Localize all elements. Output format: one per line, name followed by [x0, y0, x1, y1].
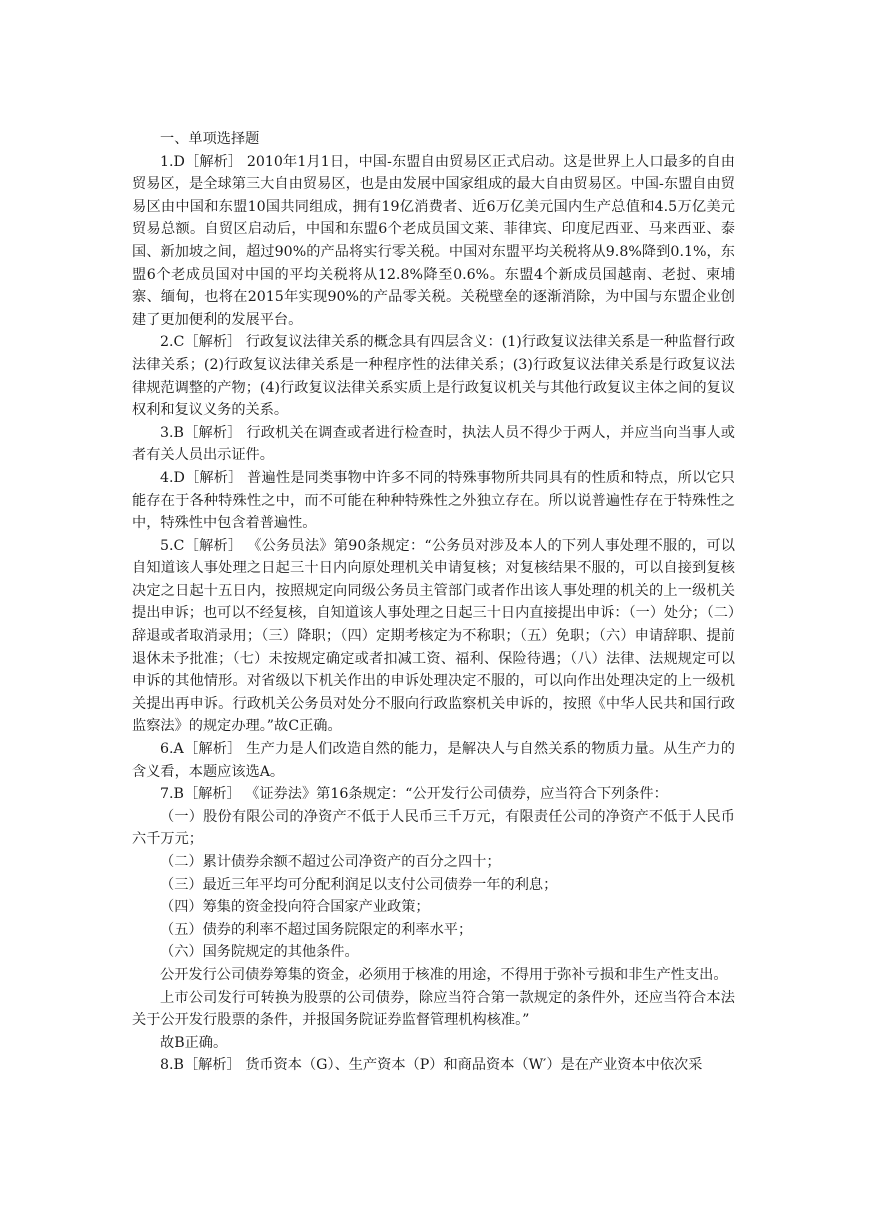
bond-funds-paragraph: 公开发行公司债券筹集的资金，必须用于核准的用途，不得用于弥补亏损和非生产性支出。: [160, 966, 728, 983]
answer-1: 1.D［解析］ 2010年1月1日，中国-东盟自由贸易区正式启动。这是世界上人口最多的自由贸易区，是全球第三大自由贸易区，也是由发展中国家组成的最大自由贸易区。中国-东盟自由贸易区由中国和东盟10国共同组成，拥有19亿消费者、近6万亿美元国内生产总值和4.5万亿美元贸易总额。自贸区启动后，中国和东盟6个老成员国文莱、菲律宾、印度尼西亚、马来西亚、泰国、新加坡之间，超过90%的产品将实行零关税。中国对东盟平均关税将从9.8%降到0.1%，东盟6个老成员国对中国的平均关税将从12.8%降至0.6%。东盟4个新成员国越南、老挝、柬埔寨、缅甸，也将在2015年实现90%的产品零关税。关税壁垒的逐渐消除，为中国与东盟企业创建了更加便利的发展平台。: [132, 153, 735, 328]
condition-item: （三）最近三年平均可分配利润足以支付公司债券一年的利息；: [160, 876, 558, 893]
answer-5: 5.C［解析］ 《公务员法》第90条规定：“公务员对涉及本人的下列人事处理不服的，可以自知道该人事处理之日起三十日内向原处理机关申请复核；对复核结果不服的，可以自接到复核决定之日起十五日内，按照规定向同级公务员主管部门或者作出该人事处理的机关的上一级机关提出申诉；也可以不经复核，自知道该人事处理之日起三十日内直接提出申诉：（一）处分；（二）辞退或者取消录用；（三）降职；（四）定期考核定为不称职；（五）免职；（六）申请辞职、提前退休未予批准；（七）未按规定确定或者扣减工资、福利、保险待遇；（八）法律、法规规定可以申诉的其他情形。对省级以下机关作出的申诉处理决定不服的，可以向作出处理决定的上一级机关提出再申诉。行政机关公务员对处分不服向行政监察机关申诉的，按照《中华人民共和国行政监察法》的规定办理。”故C正确。: [132, 537, 735, 735]
answer-7-conclusion: 故B正确。: [160, 1034, 228, 1051]
document-page: [132, 128, 735, 1077]
answer-3: 3.B［解析］ 行政机关在调查或者进行检查时，执法人员不得少于两人，并应当向当事人或者有关人员出示证件。: [132, 424, 735, 464]
condition-item: （二）累计债券余额不超过公司净资产的百分之四十；: [160, 854, 501, 870]
section-title: 一、单项选择题: [160, 131, 260, 147]
condition-item: （五）债券的利率不超过国务院限定的利率水平；: [160, 921, 473, 938]
condition-item: （一）股份有限公司的净资产不低于人民币三千万元，有限责任公司的净资产不低于人民币六千万元；: [132, 808, 735, 848]
answer-6: 6.A［解析］ 生产力是人们改造自然的能力，是解决人与自然关系的物质力量。从生产力的含义看，本题应该选A。: [132, 741, 735, 780]
answer-7: 7.B［解析］ 《证券法》第16条规定：“公开发行公司债券，应当符合下列条件：: [160, 786, 668, 803]
answer-8: 8.B［解析］ 货币资本（G）、生产资本（P）和商品资本（W′）是在产业资本中依次采: [160, 1057, 703, 1074]
condition-item: （四）筹集的资金投向符合国家产业政策；: [160, 899, 430, 916]
answer-4: 4.D［解析］ 普遍性是同类事物中许多不同的特殊事物所共同具有的性质和特点，所以它只能存在于各种特殊性之中，而不可能在种种特殊性之外独立存在。所以说普遍性存在于特殊性之中，特殊性中包含着普遍性。: [132, 469, 735, 532]
convertible-bond-paragraph: 上市公司发行可转换为股票的公司债券，除应当符合第一款规定的条件外，还应当符合本法关于公开发行股票的条件，并报国务院证券监督管理机构核准。”: [132, 989, 735, 1029]
condition-item: （六）国务院规定的其他条件。: [160, 944, 359, 961]
answer-2: 2.C［解析］ 行政复议法律关系的概念具有四层含义：(1)行政复议法律关系是一种监督行政法律关系；(2)行政复议法律关系是一种程序性的法律关系；(3)行政复议法律关系是行政复议法律规范调整的产物；(4)行政复议法律关系实质上是行政复议机关与其他行政复议主体之间的复议权利和复议义务的关系。: [132, 334, 735, 419]
